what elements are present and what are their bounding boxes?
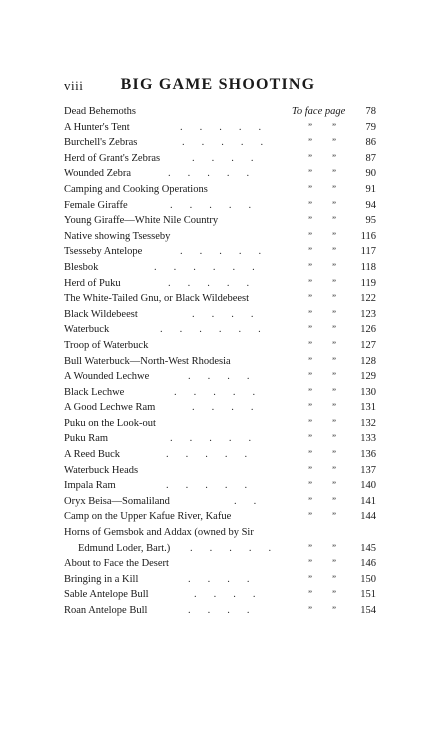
illustration-title-line: Black Lechwe (64, 386, 125, 398)
ditto-mark: ” (332, 511, 336, 522)
dot-leader: ...... (154, 261, 272, 273)
illustration-title (64, 369, 149, 385)
list-item (64, 276, 376, 292)
illustration-title (64, 447, 120, 463)
ditto-mark: ” (308, 246, 312, 257)
page-reference: 133 (360, 433, 376, 445)
ditto-mark: ” (308, 402, 312, 413)
ditto-mark: ” (332, 386, 336, 397)
illustration-title-line: Edmund Loder, Bart.) (78, 542, 171, 554)
illustration-title-line: A Wounded Lechwe (64, 371, 150, 383)
list-item (64, 182, 376, 198)
ditto-mark: ” (308, 183, 312, 194)
page-reference: 87 (365, 152, 376, 164)
illustration-title-line: Sable Antelope Bull (64, 589, 149, 601)
list-item (64, 400, 376, 416)
ditto-mark: ” (332, 605, 336, 615)
ditto-mark: ” (332, 246, 336, 257)
ditto-mark: ” (308, 230, 312, 241)
list-item (64, 431, 376, 447)
page-reference: 137 (360, 464, 376, 476)
ditto-mark: ” (308, 464, 312, 475)
illustration-title-line: Wounded Zebra (64, 168, 132, 180)
ditto-mark: ” (308, 261, 312, 272)
ditto-mark: ” (308, 199, 312, 210)
illustration-title (64, 104, 136, 120)
illustration-title (64, 556, 169, 572)
ditto-mark: ” (308, 355, 312, 366)
illustration-title-line: Tsesseby Antelope (64, 246, 143, 258)
illustration-title (64, 260, 98, 276)
list-item (64, 307, 376, 323)
dot-leader: ..... (168, 168, 267, 180)
list-item (64, 244, 376, 260)
page-reference: 141 (360, 495, 376, 507)
illustration-title (64, 213, 218, 229)
page-reference: 116 (360, 230, 376, 242)
ditto-mark: ” (332, 417, 336, 428)
ditto-mark: ” (308, 168, 312, 179)
illustration-title (64, 478, 116, 494)
illustration-title-line: Waterbuck Heads (64, 464, 139, 476)
ditto-mark: ” (308, 386, 312, 397)
ditto-mark: ” (332, 230, 336, 241)
list-item (64, 572, 376, 588)
ditto-mark: ” (332, 152, 336, 163)
page-reference: 78 (365, 106, 376, 117)
page-reference: 122 (360, 293, 376, 305)
illustration-title (64, 307, 138, 323)
ditto-mark: ” (332, 324, 336, 335)
ditto-mark: ” (332, 199, 336, 210)
running-title: BIG GAME SHOOTING (120, 76, 316, 93)
ditto-mark: ” (308, 589, 312, 600)
list-item (64, 369, 376, 385)
ditto-mark: ” (308, 605, 312, 615)
list-item (64, 603, 376, 619)
dot-leader: ..... (170, 199, 269, 211)
illustration-title (64, 120, 130, 136)
page-reference: 117 (360, 246, 376, 258)
illustration-title-line: Oryx Beisa—Somaliland (64, 495, 170, 507)
illustration-title-line: Black Wildebeest (64, 308, 138, 320)
list-item (64, 416, 376, 432)
ditto-mark: ” (308, 308, 312, 319)
illustration-title (64, 276, 121, 292)
list-item (64, 587, 376, 603)
ditto-mark: ” (308, 480, 312, 491)
list-item (64, 447, 376, 463)
ditto-mark: ” (308, 324, 312, 335)
dot-leader: .... (188, 371, 267, 383)
illustration-title (64, 385, 124, 401)
ditto-mark: ” (332, 339, 336, 350)
ditto-mark: ” (308, 511, 312, 522)
page-reference: 151 (360, 589, 376, 601)
page-reference: 136 (360, 449, 376, 461)
ditto-mark: ” (308, 371, 312, 382)
illustration-title-line: A Good Lechwe Ram (64, 402, 156, 414)
illustration-title-line: Bull Waterbuck—North-West Rhodesia (64, 355, 231, 367)
illustration-title-line: A Reed Buck (64, 449, 120, 461)
ditto-mark: ” (332, 542, 336, 553)
ditto-mark: ” (308, 277, 312, 288)
illustration-title (64, 463, 138, 479)
illustration-title (64, 166, 131, 182)
ditto-mark: ” (332, 449, 336, 460)
ditto-mark: ” (332, 355, 336, 366)
illustration-title (64, 400, 155, 416)
page-reference: 128 (360, 355, 376, 367)
illustration-title-line: About to Face the Desert (64, 558, 169, 570)
dot-leader: .. (234, 495, 274, 507)
list-item (64, 322, 376, 338)
page-reference: 144 (360, 511, 376, 523)
ditto-mark: ” (308, 215, 312, 226)
page-reference: 95 (365, 215, 376, 227)
ditto-mark: ” (308, 417, 312, 428)
page-reference: 154 (360, 605, 376, 616)
dot-leader: ..... (168, 277, 267, 289)
ditto-mark: ” (332, 573, 336, 584)
list-item (64, 260, 376, 276)
illustration-title-line: Burchell's Zebras (64, 137, 138, 149)
list-item (64, 198, 376, 214)
page-reference: 119 (360, 277, 376, 289)
ditto-mark: ” (308, 121, 312, 132)
ditto-mark: ” (308, 573, 312, 584)
illustration-title-line: Blesbok (64, 261, 99, 273)
list-item (64, 478, 376, 494)
ditto-mark: ” (308, 433, 312, 444)
illustration-title (64, 338, 148, 354)
dot-leader: ..... (174, 386, 273, 398)
illustration-title (64, 509, 231, 525)
illustration-title-line: Waterbuck (64, 324, 110, 336)
illustration-title-line: The White-Tailed Gnu, or Black Wildebeest (64, 293, 250, 305)
illustration-title (64, 572, 138, 588)
list-item (64, 509, 376, 525)
page-reference: 118 (360, 261, 376, 273)
list-item (64, 556, 376, 572)
ditto-mark: ” (332, 293, 336, 304)
list-item (64, 525, 376, 556)
ditto-mark: ” (332, 215, 336, 226)
ditto-mark: ” (308, 542, 312, 553)
illustration-title (64, 416, 156, 432)
page-reference: 90 (365, 168, 376, 180)
list-item (64, 229, 376, 245)
ditto-mark: ” (332, 308, 336, 319)
page-reference: 150 (360, 573, 376, 585)
illustration-title-line: Horns of Gemsbok and Addax (owned by Sir (64, 527, 254, 539)
page-reference: 94 (365, 199, 376, 211)
list-item (64, 494, 376, 510)
page-reference: 79 (365, 121, 376, 133)
illustration-title-line: Herd of Grant's Zebras (64, 152, 161, 164)
dot-leader: ..... (166, 480, 265, 492)
illustration-title (64, 244, 142, 260)
illustration-title-line: Camping and Cooking Operations (64, 183, 208, 195)
list-item (64, 135, 376, 151)
illustration-title (64, 291, 249, 307)
page-reference: 126 (360, 324, 376, 336)
illustration-title (64, 322, 109, 338)
ditto-mark: ” (308, 558, 312, 569)
dot-leader: ..... (182, 137, 281, 149)
to-face-page-label: To face page (292, 106, 346, 117)
dot-leader: ..... (170, 433, 269, 445)
ditto-mark: ” (332, 433, 336, 444)
list-item (64, 291, 376, 307)
ditto-mark: ” (332, 121, 336, 132)
dot-leader: ...... (160, 324, 278, 336)
ditto-mark: ” (332, 261, 336, 272)
list-item (64, 463, 376, 479)
illustration-title-line: Herd of Puku (64, 277, 121, 289)
ditto-mark: ” (308, 152, 312, 163)
illustration-title (64, 198, 128, 214)
illustration-title-line: Puku on the Look-out (64, 417, 156, 429)
illustration-title-line: Female Giraffe (64, 199, 128, 211)
dot-leader: ..... (180, 121, 279, 133)
page-reference: 127 (360, 339, 376, 351)
list-item (64, 151, 376, 167)
ditto-mark: ” (332, 183, 336, 194)
illustration-title (64, 229, 170, 245)
illustration-title-line: Puku Ram (64, 433, 109, 445)
dot-leader: ..... (166, 449, 265, 461)
ditto-mark: ” (308, 449, 312, 460)
illustration-title-line: Bringing in a Kill (64, 573, 139, 585)
illustration-title-line: Troop of Waterbuck (64, 339, 149, 351)
dot-leader: .... (192, 308, 271, 320)
illustration-title-line: A Hunter's Tent (64, 121, 130, 133)
page-reference: 91 (365, 183, 376, 195)
illustration-title (64, 603, 147, 619)
page-number: viii (64, 78, 84, 93)
ditto-mark: ” (332, 402, 336, 413)
ditto-mark: ” (308, 293, 312, 304)
list-item (64, 120, 376, 136)
ditto-mark: ” (332, 558, 336, 569)
page-reference: 140 (360, 480, 376, 492)
page-header (64, 76, 372, 98)
dot-leader: ..... (180, 246, 279, 258)
illustration-title (64, 354, 231, 370)
illustration-title (64, 431, 108, 447)
dot-leader: .... (192, 402, 271, 414)
ditto-mark: ” (332, 168, 336, 179)
list-item (64, 213, 376, 229)
ditto-mark: ” (332, 495, 336, 506)
page-reference: 146 (360, 558, 376, 570)
illustration-title (64, 587, 149, 603)
dot-leader: .... (192, 152, 271, 164)
page-reference: 130 (360, 386, 376, 398)
illustration-title (64, 135, 137, 151)
page-reference: 123 (360, 308, 376, 320)
ditto-mark: ” (332, 464, 336, 475)
illustration-title (64, 494, 170, 510)
ditto-mark: ” (332, 277, 336, 288)
dot-leader: ..... (190, 542, 289, 554)
dot-leader: .... (194, 589, 273, 601)
page-reference: 86 (365, 137, 376, 149)
ditto-mark: ” (332, 480, 336, 491)
illustration-title-line: Impala Ram (64, 480, 116, 492)
list-item (64, 385, 376, 401)
ditto-mark: ” (308, 495, 312, 506)
page-reference: 131 (360, 402, 376, 414)
ditto-mark: ” (332, 371, 336, 382)
illustration-title-line: Camp on the Upper Kafue River, Kafue (64, 511, 232, 523)
list-item (64, 166, 376, 182)
page-reference: 132 (360, 417, 376, 429)
illustration-title (64, 151, 160, 167)
list-item (64, 104, 376, 120)
ditto-mark: ” (332, 589, 336, 600)
dot-leader: .... (188, 605, 267, 616)
illustration-title-line: Dead Behemoths (64, 106, 137, 117)
illustration-list (64, 104, 376, 619)
ditto-mark: ” (308, 339, 312, 350)
ditto-mark: ” (332, 137, 336, 148)
list-item (64, 338, 376, 354)
illustration-title-line: Roan Antelope Bull (64, 605, 148, 616)
illustration-title (64, 182, 208, 198)
ditto-mark: ” (308, 137, 312, 148)
illustration-title-line: Native showing Tsesseby (64, 230, 171, 242)
illustration-title-line: Young Giraffe—White Nile Country (64, 215, 219, 227)
page-reference: 129 (360, 371, 376, 383)
list-item (64, 354, 376, 370)
page-reference: 145 (360, 542, 376, 554)
dot-leader: .... (188, 573, 267, 585)
